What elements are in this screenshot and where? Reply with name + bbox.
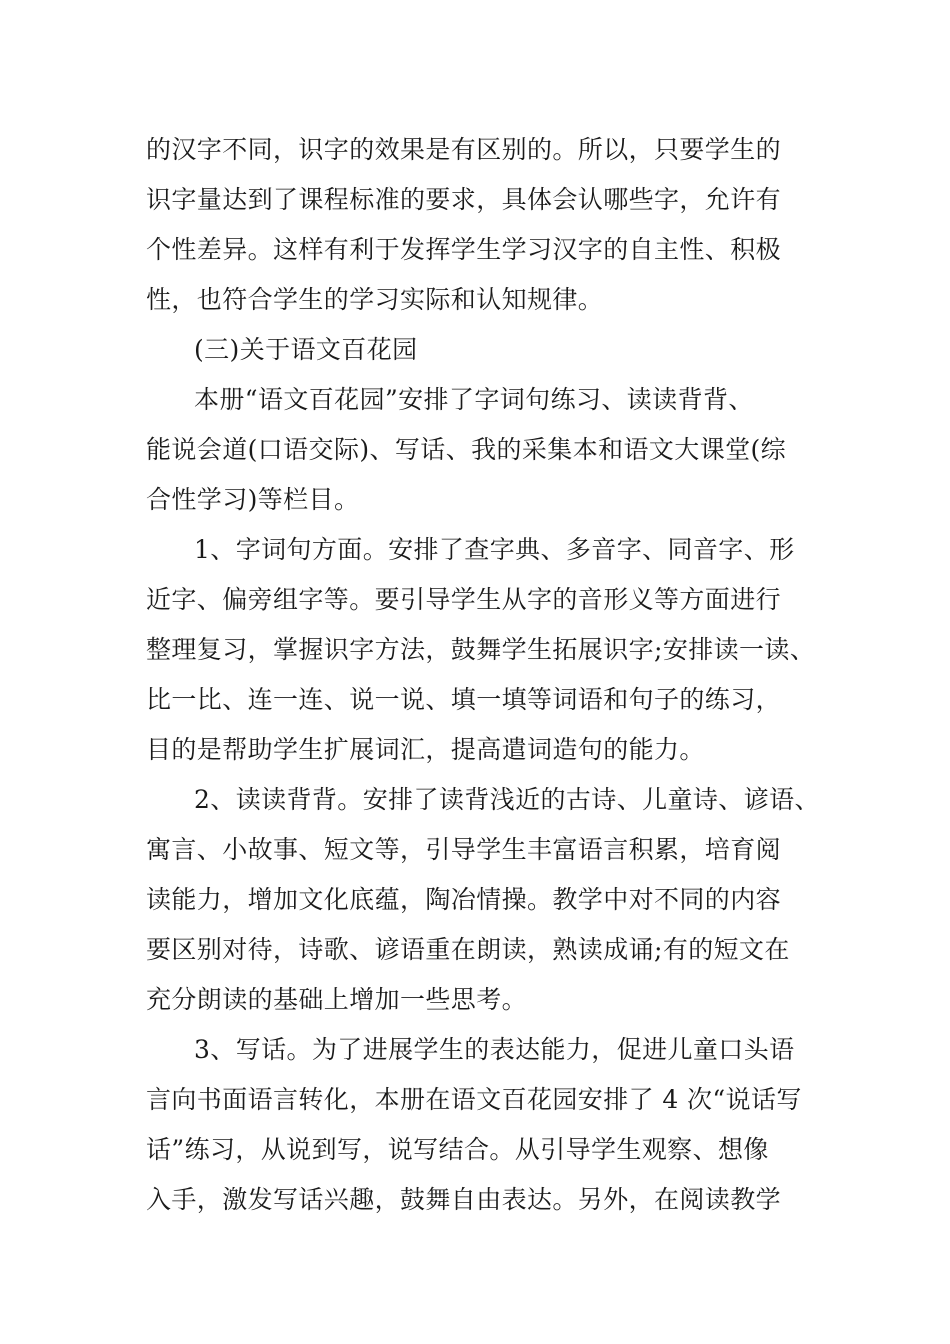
text-line: 要区别对待，诗歌、谚语重在朗读，熟读成诵;有的短文在 — [146, 935, 790, 964]
text-line: 充分朗读的基础上增加一些思考。 — [146, 985, 528, 1014]
text-line: 言向书面语言转化，本册在语文百花园安排了 4 次“说话写 — [146, 1085, 802, 1114]
text-line: 话”练习，从说到写，说写结合。从引导学生观察、想像 — [146, 1135, 769, 1164]
text-line: 读能力，增加文化底蕴，陶冶情操。教学中对不同的内容 — [146, 885, 782, 914]
text-line: 入手，激发写话兴趣，鼓舞自由表达。另外，在阅读教学 — [146, 1185, 782, 1214]
text-line: 2、读读背背。安排了读背浅近的古诗、儿童诗、谚语、 — [194, 785, 820, 814]
text-line: 能说会道(口语交际)、写话、我的采集本和语文大课堂(综 — [146, 435, 787, 464]
text-line: 的汉字不同，识字的效果是有区别的。所以，只要学生的 — [146, 135, 782, 164]
text-line: 比一比、连一连、说一说、填一填等词语和句子的练习， — [146, 685, 782, 714]
text-line: 3、写话。为了进展学生的表达能力，促进儿童口头语 — [194, 1035, 795, 1064]
text-line: 目的是帮助学生扩展词汇，提高遣词造句的能力。 — [146, 735, 705, 764]
text-line: 合性学习)等栏目。 — [146, 485, 360, 514]
section-heading: (三)关于语文百花园 — [194, 335, 418, 364]
text-line: 性，也符合学生的学习实际和认知规律。 — [146, 285, 604, 314]
text-line: 1、字词句方面。安排了查字典、多音字、同音字、形 — [194, 535, 795, 564]
text-line: 本册“语文百花园”安排了字词句练习、读读背背、 — [194, 385, 754, 414]
text-line: 个性差异。这样有利于发挥学生学习汉字的自主性、积极 — [146, 235, 782, 264]
text-line: 整理复习，掌握识字方法，鼓舞学生拓展识字;安排读一读、 — [146, 635, 816, 664]
text-line: 识字量达到了课程标准的要求，具体会认哪些字，允许有 — [146, 185, 782, 214]
text-line: 寓言、小故事、短文等，引导学生丰富语言积累，培育阅 — [146, 835, 782, 864]
text-line: 近字、偏旁组字等。要引导学生从字的音形义等方面进行 — [146, 585, 782, 614]
